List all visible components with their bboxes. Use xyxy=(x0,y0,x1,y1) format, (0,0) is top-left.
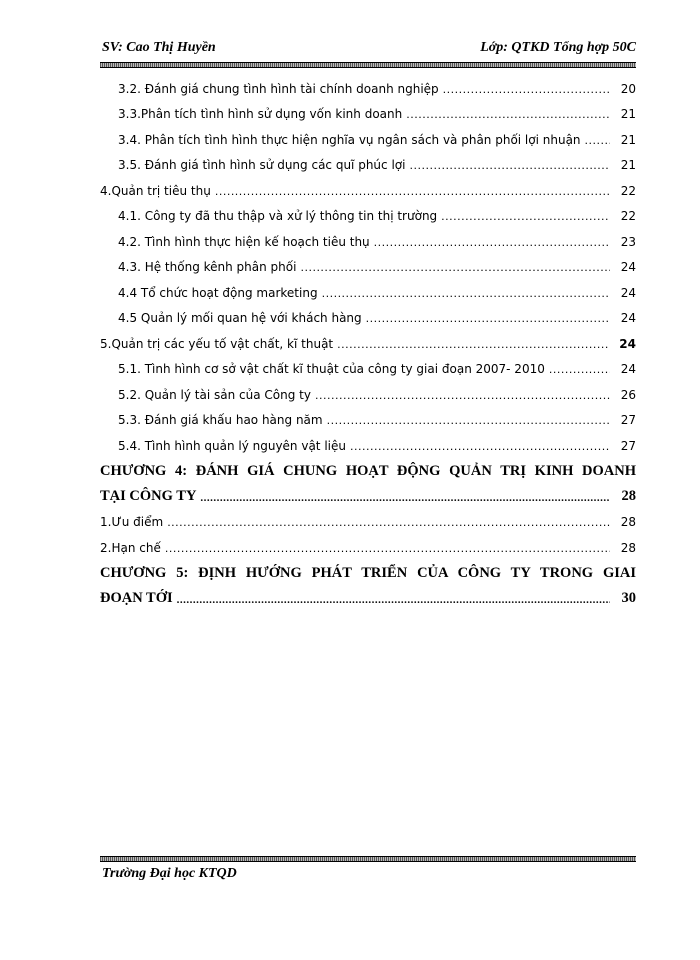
page-number: 22 xyxy=(620,209,636,224)
toc-entry[interactable]: 3.2. Đánh giá chung tình hình tài chính doanh nghiệp ..... 20 xyxy=(100,76,636,102)
toc-entry[interactable]: 4.2. Tình hình thực hiện kế hoạch tiêu thụ ..... 23 xyxy=(100,229,636,255)
toc-entry[interactable]: 3.4. Phân tích tình hình thực hiện nghĩa vụ ngân sách và phân phối lợi nhuận ..... 21 xyxy=(100,127,636,153)
page-number: 21 xyxy=(620,158,636,173)
leader-dots xyxy=(441,209,610,223)
leader-dots xyxy=(167,515,610,529)
page-number: 20 xyxy=(620,81,636,96)
page-number: 24 xyxy=(619,336,636,351)
class-name: Lớp: QTKD Tổng hợp 50C xyxy=(480,40,636,55)
toc-entry[interactable]: 3.5. Đánh giá tình hình sử dụng các quĩ phúc lợi ..... 21 xyxy=(100,153,636,179)
leader-dots xyxy=(315,388,610,402)
toc-entry[interactable]: 3.3.Phân tích tình hình sử dụng vốn kinh doanh ..... 21 xyxy=(100,102,636,128)
toc-entry[interactable]: 4.4 Tổ chức hoạt động marketing ..... 24 xyxy=(100,280,636,306)
page-number: 30 xyxy=(621,590,636,607)
header-divider xyxy=(100,62,636,68)
leader-dots xyxy=(300,260,610,274)
leader-dots xyxy=(549,362,610,376)
toc-section[interactable]: 2.Hạn chế ..... 28 xyxy=(100,535,636,561)
footer-divider xyxy=(100,856,636,862)
page-footer: Trường Đại học KTQD xyxy=(102,866,237,881)
page-number: 26 xyxy=(620,387,636,402)
toc-section[interactable]: 1.Ưu điểm ..... 28 xyxy=(100,510,636,536)
student-name: SV: Cao Thị Huyền xyxy=(102,40,216,55)
toc-chapter-4-heading[interactable]: CHƯƠNG 4: ĐÁNH GIÁ CHUNG HOẠT ĐỘNG QUẢN TRỊ KINH DOANH xyxy=(100,463,636,480)
page-number: 28 xyxy=(621,488,636,505)
page-number: 22 xyxy=(620,183,636,198)
toc-entry[interactable]: 5.3. Đánh giá khấu hao hàng năm ..... 27 xyxy=(100,408,636,434)
toc-entry[interactable]: 5.1. Tình hình cơ sở vật chất kĩ thuật của công ty giai đoạn 2007- 2010 ..... 24 xyxy=(100,357,636,383)
page-number: 24 xyxy=(620,260,636,275)
page-header xyxy=(100,38,636,62)
leader-dots xyxy=(374,235,610,249)
toc-chapter-5-continuation[interactable]: ĐOẠN TỚI ..... 30 xyxy=(100,586,636,612)
leader-dots xyxy=(443,82,610,96)
toc-section[interactable]: 5.Quản trị các yếu tố vật chất, kĩ thuật ..... 24 xyxy=(100,331,636,357)
page-number: 21 xyxy=(620,107,636,122)
toc-entry[interactable]: 4.1. Công ty đã thu thập và xử lý thông tin thị trường ..... 22 xyxy=(100,204,636,230)
leader-dots xyxy=(200,490,610,504)
leader-dots xyxy=(409,158,610,172)
table-of-contents xyxy=(100,76,636,612)
page-number: 28 xyxy=(620,515,636,530)
page-number: 24 xyxy=(620,362,636,377)
leader-dots xyxy=(165,541,610,555)
page-number: 21 xyxy=(620,132,636,147)
leader-dots xyxy=(350,439,610,453)
leader-dots xyxy=(585,133,610,147)
toc-entry[interactable]: 4.3. Hệ thống kênh phân phối ..... 24 xyxy=(100,255,636,281)
toc-entry[interactable]: 5.4. Tình hình quản lý nguyên vật liệu ..... 27 xyxy=(100,433,636,459)
toc-chapter-4-continuation[interactable]: TẠI CÔNG TY ..... 28 xyxy=(100,484,636,510)
leader-dots xyxy=(215,184,610,198)
toc-entry[interactable]: 4.5 Quản lý mối quan hệ với khách hàng ..... 24 xyxy=(100,306,636,332)
leader-dots xyxy=(322,286,610,300)
leader-dots xyxy=(406,107,610,121)
page-number: 27 xyxy=(620,413,636,428)
page-number: 27 xyxy=(620,438,636,453)
page-number: 24 xyxy=(620,285,636,300)
leader-dots xyxy=(177,592,610,606)
toc-chapter-5-heading[interactable]: CHƯƠNG 5: ĐỊNH HƯỚNG PHÁT TRIỂN CỦA CÔNG TY TRONG GIAI xyxy=(100,565,636,582)
leader-dots xyxy=(366,311,610,325)
leader-dots xyxy=(327,413,610,427)
toc-section[interactable]: 4.Quản trị tiêu thụ ..... 22 xyxy=(100,178,636,204)
toc-entry[interactable]: 5.2. Quản lý tài sản của Công ty ..... 26 xyxy=(100,382,636,408)
page-number: 24 xyxy=(620,311,636,326)
leader-dots xyxy=(337,337,610,351)
page-number: 28 xyxy=(620,540,636,555)
page-number: 23 xyxy=(620,234,636,249)
